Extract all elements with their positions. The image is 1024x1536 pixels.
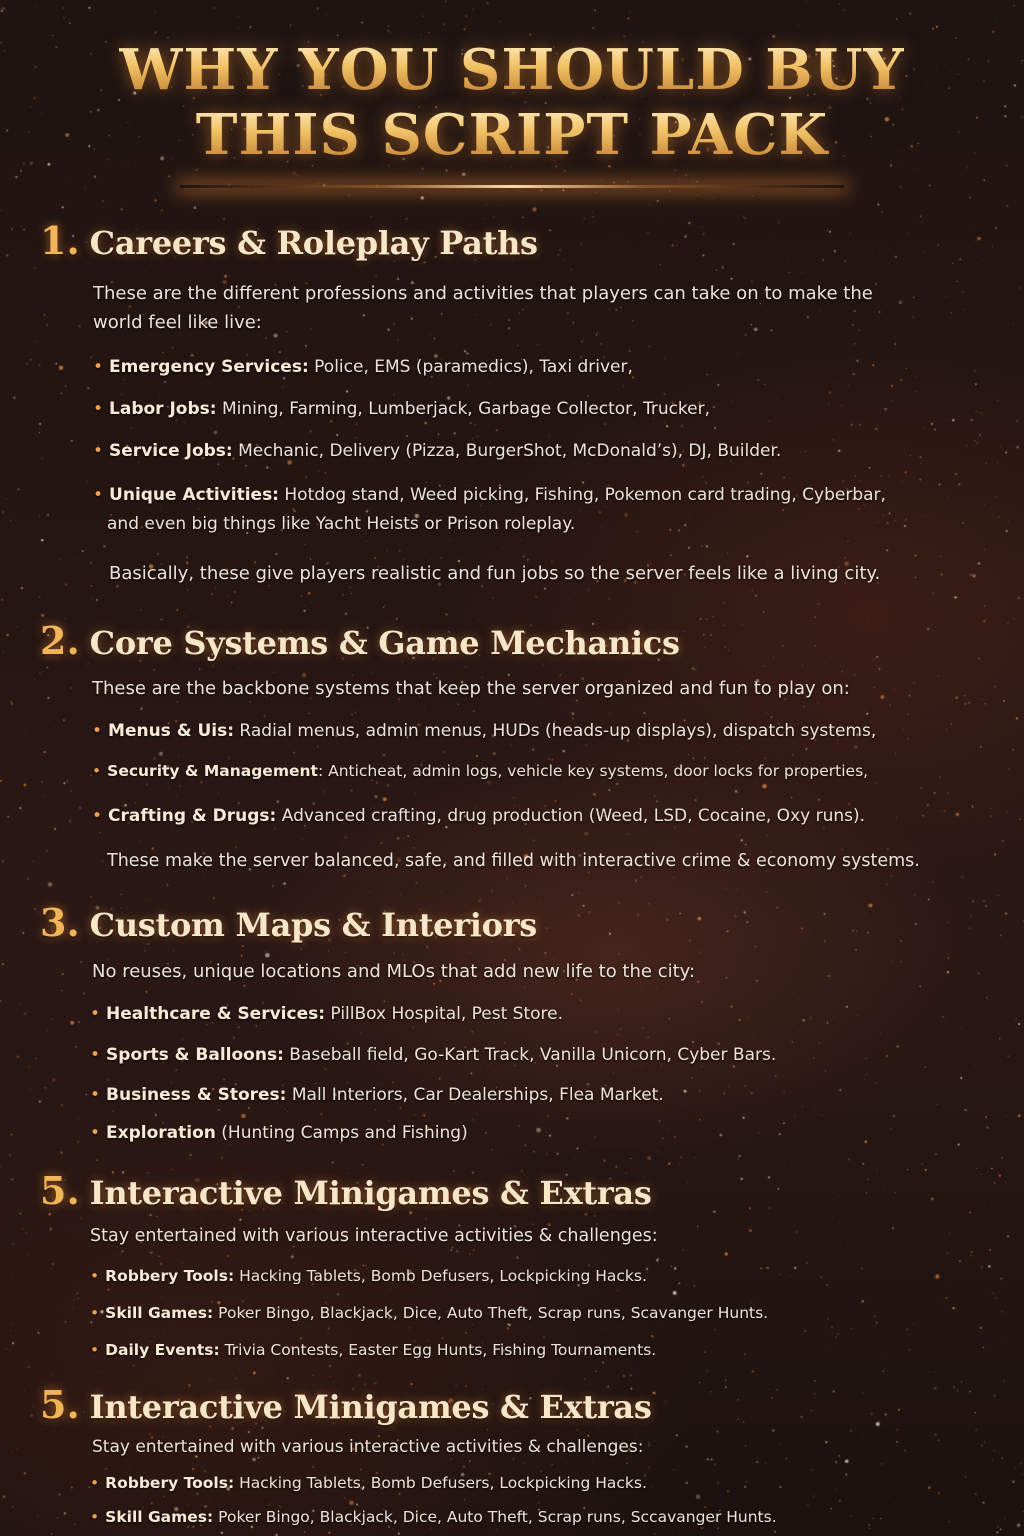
section-1-summary: Basically, these give players realistic and fun jobs so the server feels like a living city. xyxy=(109,563,881,584)
section-3-intro: No reuses, unique locations and MLOs that add new life to the city: xyxy=(92,961,696,982)
list-item: • Crafting & Drugs: Advanced crafting, drug production (Weed, LSD, Cocaine, Oxy runs). xyxy=(92,806,866,826)
section-title: Core Systems & Game Mechanics xyxy=(89,624,680,662)
bullet-icon: • xyxy=(92,806,103,826)
section-title: Interactive Minigames & Extras xyxy=(89,1388,652,1426)
list-item: • Healthcare & Services: PillBox Hospital, Pest Store. xyxy=(90,1004,564,1024)
section-2-heading xyxy=(40,618,680,664)
list-item: • Robbery Tools: Hacking Tablets, Bomb Defusers, Lockpicking Hacks. xyxy=(90,1474,647,1492)
section-title: Careers & Roleplay Paths xyxy=(89,224,538,262)
bullet-icon: • xyxy=(90,1304,100,1322)
bullet-icon: • xyxy=(90,1474,100,1492)
list-item: • Daily Events: Trivia Contests, Easter Egg Hunts, Fishing Tournaments. xyxy=(90,1341,657,1359)
list-item: • Skill Games: Poker Bingo, Blackjack, Dice, Auto Theft, Scrap runs, Sccavanger Hunts. xyxy=(90,1508,777,1526)
list-item: • Robbery Tools: Hacking Tablets, Bomb Defusers, Lockpicking Hacks. xyxy=(90,1267,647,1285)
bullet-icon: • xyxy=(93,357,104,377)
list-item: • Emergency Services: Police, EMS (paramedics), Taxi driver, xyxy=(93,357,633,377)
section-1-intro-line-1: These are the different professions and activities that players can take on to make the xyxy=(93,283,873,304)
section-5-intro: Stay entertained with various interactive activities & challenges: xyxy=(90,1226,658,1246)
section-title: Custom Maps & Interiors xyxy=(89,906,537,944)
list-item: • Labor Jobs: Mining, Farming, Lumberjack, Garbage Collector, Trucker, xyxy=(93,399,711,419)
title-line-1: WHY YOU SHOULD BUY xyxy=(0,38,1024,102)
section-5b-heading xyxy=(40,1382,652,1428)
section-number: 2. xyxy=(40,618,80,663)
title-line-2: THIS SCRIPT PACK xyxy=(0,103,1024,167)
list-item: • Security & Management: Anticheat, admin logs, vehicle key systems, door locks for properties, xyxy=(92,762,869,780)
bullet-icon: • xyxy=(90,1341,100,1359)
list-item: • Service Jobs: Mechanic, Delivery (Pizza, BurgerShot, McDonald’s), DJ, Builder. xyxy=(93,441,782,461)
section-number: 5. xyxy=(40,1382,80,1427)
bullet-icon: • xyxy=(90,1123,101,1143)
bullet-icon: • xyxy=(90,1508,100,1526)
bullet-icon: • xyxy=(90,1045,101,1065)
section-1-intro-line-2: world feel like live: xyxy=(93,312,262,333)
section-2-intro: These are the backbone systems that keep the server organized and fun to play on: xyxy=(92,678,850,699)
list-item: • Business & Stores: Mall Interiors, Car Dealerships, Flea Market. xyxy=(90,1085,664,1105)
list-item: • Unique Activities: Hotdog stand, Weed picking, Fishing, Pokemon card trading, Cyberbar, xyxy=(93,485,886,505)
section-number: 3. xyxy=(40,900,80,945)
bullet-icon: • xyxy=(90,1085,101,1105)
list-item: • Skill Games: Poker Bingo, Blackjack, Dice, Auto Theft, Scrap runs, Scavanger Hunts. xyxy=(90,1304,769,1322)
bullet-icon: • xyxy=(90,1004,101,1024)
list-item: • Sports & Balloons: Baseball field, Go-Kart Track, Vanilla Unicorn, Cyber Bars. xyxy=(90,1045,777,1065)
section-number: 5. xyxy=(40,1168,80,1213)
section-5-heading xyxy=(40,1168,652,1214)
section-5b-intro: Stay entertained with various interactive activities & challenges: xyxy=(92,1437,644,1457)
bullet-icon: • xyxy=(92,762,102,780)
bullet-icon: • xyxy=(90,1267,100,1285)
list-item: • Exploration (Hunting Camps and Fishing) xyxy=(90,1123,468,1143)
list-item-continuation: and even big things like Yacht Heists or Prison roleplay. xyxy=(107,514,576,534)
bullet-icon: • xyxy=(93,399,104,419)
bullet-icon: • xyxy=(92,721,103,741)
section-1-heading xyxy=(40,218,538,264)
list-item: • Menus & Uis: Radial menus, admin menus, HUDs (heads-up displays), dispatch systems, xyxy=(92,721,877,741)
section-title: Interactive Minigames & Extras xyxy=(89,1174,652,1212)
bullet-icon: • xyxy=(93,441,104,461)
section-2-summary: These make the server balanced, safe, and filled with interactive crime & economy systems. xyxy=(107,851,920,871)
bullet-icon: • xyxy=(93,485,104,505)
title-divider xyxy=(180,185,844,188)
section-3-heading xyxy=(40,900,537,946)
section-number: 1. xyxy=(40,218,80,263)
